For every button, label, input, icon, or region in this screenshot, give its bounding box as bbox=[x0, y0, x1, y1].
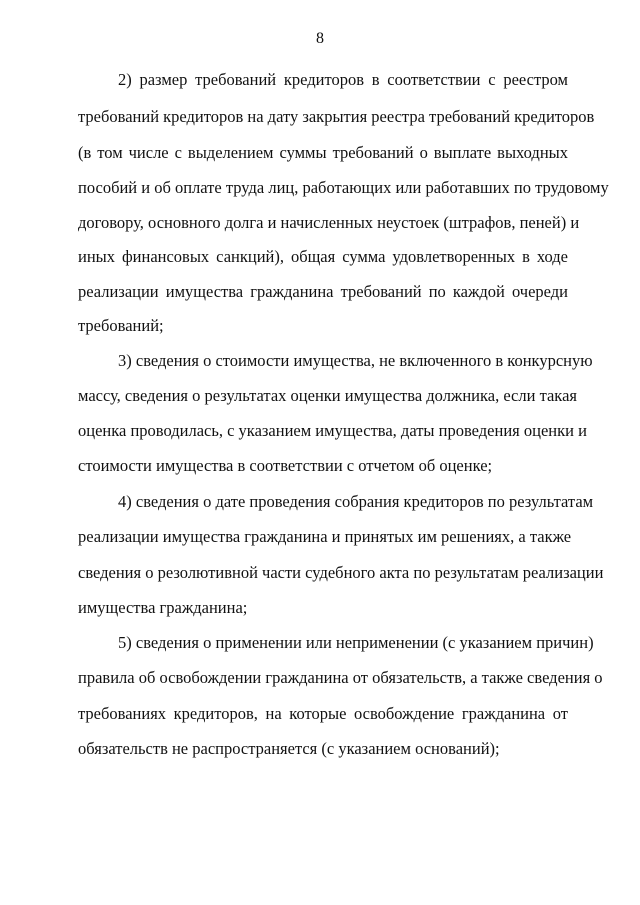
item-4-line-3: сведения о резолютивной части судебного акта по результатам реализации bbox=[78, 563, 604, 582]
page-number: 8 bbox=[316, 30, 324, 47]
item-3-line-4: стоимости имущества в соответствии с отчетом об оценке; bbox=[78, 456, 493, 475]
item-4-line-2: реализации имущества гражданина и принятых им решениях, а также bbox=[78, 527, 572, 546]
item-2-line-4: пособий и об оплате труда лиц, работающих или работавших по трудовому bbox=[78, 178, 609, 197]
item-2-line-1: 2) размер требований кредиторов в соответствии с реестром bbox=[118, 70, 568, 89]
item-2-line-7: реализации имущества гражданина требований по каждой очереди bbox=[78, 282, 568, 301]
item-5-line-2: правила об освобождении гражданина от обязательств, а также сведения о bbox=[78, 668, 603, 687]
item-5-line-3: требованиях кредиторов, на которые освобождение гражданина от bbox=[78, 704, 568, 723]
item-3-line-3: оценка проводилась, с указанием имущества, даты проведения оценки и bbox=[78, 421, 587, 440]
item-5-line-1: 5) сведения о применении или неприменении (с указанием причин) bbox=[118, 633, 594, 652]
item-3-line-2: массу, сведения о результатах оценки имущества должника, если такая bbox=[78, 386, 577, 405]
item-4-line-4: имущества гражданина; bbox=[78, 598, 248, 617]
item-2-line-2: требований кредиторов на дату закрытия реестра требований кредиторов bbox=[78, 107, 595, 126]
item-5-line-4: обязательств не распространяется (с указанием оснований); bbox=[78, 739, 500, 758]
item-3-line-1: 3) сведения о стоимости имущества, не включенного в конкурсную bbox=[118, 351, 593, 370]
item-2-line-8: требований; bbox=[78, 316, 164, 335]
item-2-line-6: иных финансовых санкций), общая сумма удовлетворенных в ходе bbox=[78, 247, 568, 266]
item-2-line-3: (в том числе с выделением суммы требований о выплате выходных bbox=[78, 143, 568, 162]
item-4-line-1: 4) сведения о дате проведения собрания кредиторов по результатам bbox=[118, 492, 594, 511]
item-2-line-5: договору, основного долга и начисленных неустоек (штрафов, пеней) и bbox=[78, 213, 580, 232]
